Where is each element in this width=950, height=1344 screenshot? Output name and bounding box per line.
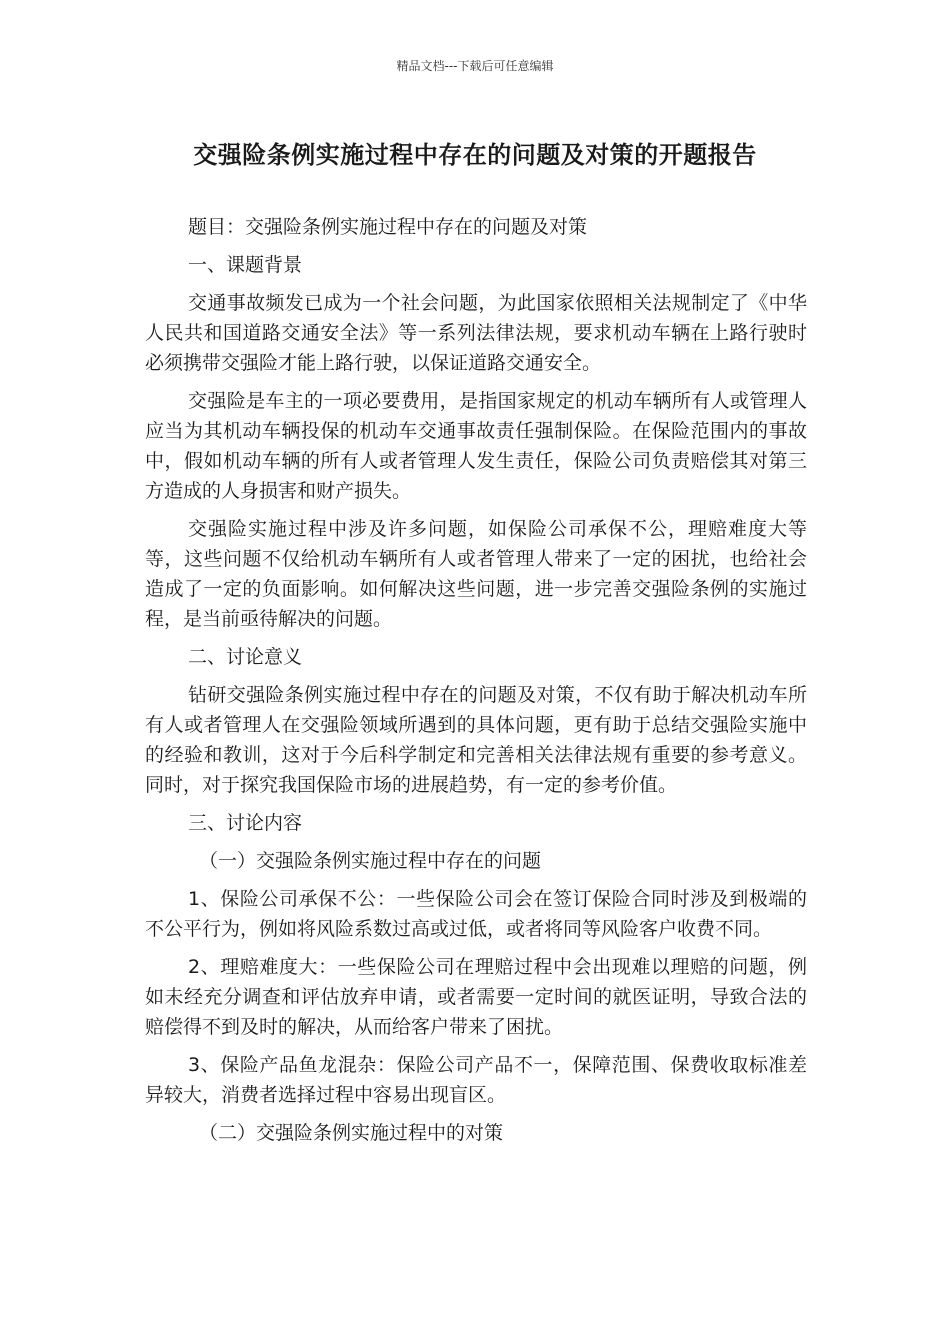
section-heading-significance: 二、讨论意义 bbox=[188, 646, 303, 668]
topic-line: 题目：交强险条例实施过程中存在的问题及对策 bbox=[188, 216, 588, 238]
subsection-heading-countermeasures: （二）交强险条例实施过程中的对策 bbox=[199, 1122, 504, 1144]
paragraph: 交通事故频发已成为一个社会问题，为此国家依照相关法规制定了《中华人民共和国道路交通安全法》等一系列法律法规，要求机动车辆在上路行驶时必须携带交强险才能上路行驶，以保证道路交通安全。 bbox=[145, 292, 807, 374]
section-heading-content: 三、讨论内容 bbox=[188, 812, 303, 834]
section-heading-background: 一、课题背景 bbox=[188, 254, 303, 276]
list-item: 2、理赔难度大：一些保险公司在理赔过程中会出现难以理赔的问题，例如未经充分调查和评估放弃申请，或者需要一定时间的就医证明，导致合法的赔偿得不到及时的解决，从而给客户带来了困扰。 bbox=[145, 956, 807, 1038]
document-title: 交强险条例实施过程中存在的问题及对策的开题报告 bbox=[193, 141, 757, 169]
subsection-heading-problems: （一）交强险条例实施过程中存在的问题 bbox=[199, 850, 542, 872]
document-body bbox=[145, 212, 807, 1156]
list-item: 3、保险产品鱼龙混杂：保险公司产品不一，保障范围、保费收取标准差异较大，消费者选择过程中容易出现盲区。 bbox=[145, 1054, 807, 1106]
paragraph: 交强险是车主的一项必要费用，是指国家规定的机动车辆所有人或管理人应当为其机动车辆投保的机动车交通事故责任强制保险。在保险范围内的事故中，假如机动车辆的所有人或者管理人发生责任，保险公司负责赔偿其对第三方造成的人身损害和财产损失。 bbox=[145, 390, 807, 502]
paragraph: 钻研交强险条例实施过程中存在的问题及对策，不仅有助于解决机动车所有人或者管理人在交强险领域所遇到的具体问题，更有助于总结交强险实施中的经验和教训，这对于今后科学制定和完善相关法律法规有重要的参考意义。同时，对于探究我国保险市场的进展趋势，有一定的参考价值。 bbox=[145, 684, 807, 796]
page-header: 精品文档---下载后可任意编辑 bbox=[396, 59, 554, 73]
paragraph: 交强险实施过程中涉及许多问题，如保险公司承保不公，理赔难度大等等，这些问题不仅给机动车辆所有人或者管理人带来了一定的困扰，也给社会造成了一定的负面影响。如何解决这些问题，进一步完善交强险条例的实施过程，是当前亟待解决的问题。 bbox=[145, 518, 807, 630]
list-item: 1、保险公司承保不公：一些保险公司会在签订保险合同时涉及到极端的不公平行为，例如将风险系数过高或过低，或者将同等风险客户收费不同。 bbox=[145, 888, 807, 940]
